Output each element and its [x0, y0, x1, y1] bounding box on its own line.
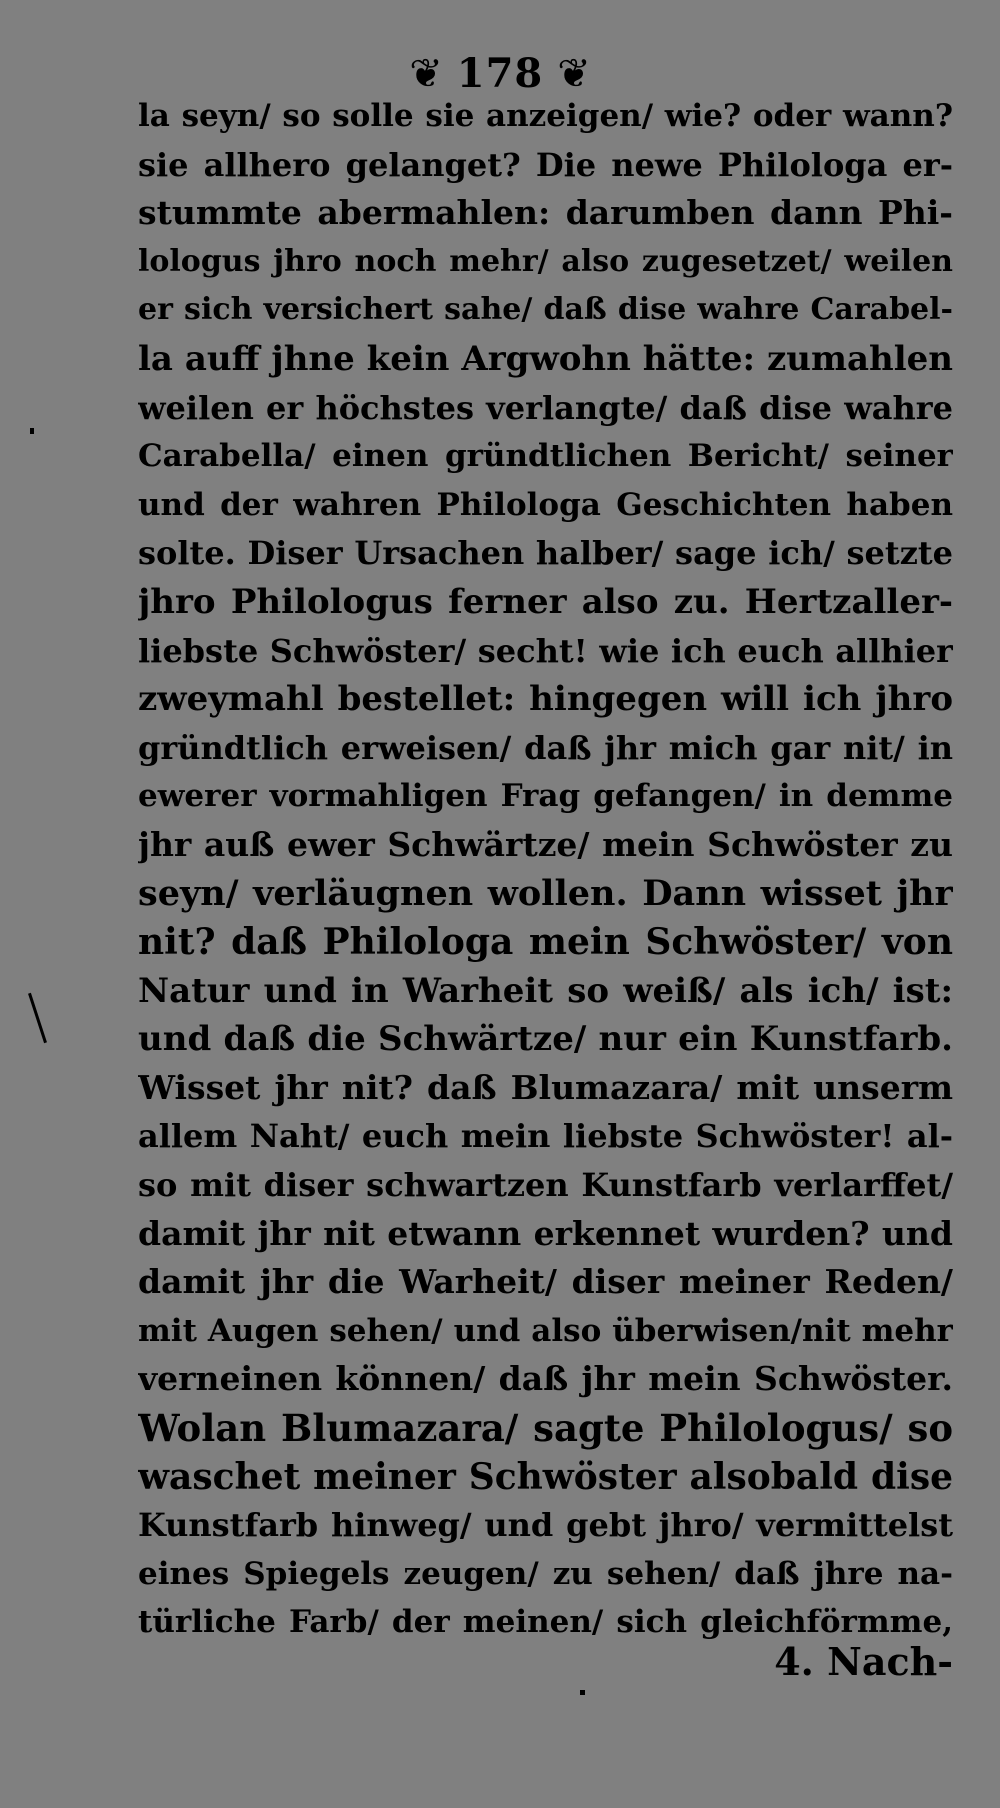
- text-line: verneinen können/ daß jhr mein Schwöster.: [138, 1359, 953, 1399]
- text-line: zweymahl bestellet: hingegen will ich jhro: [138, 679, 953, 720]
- text-line: türliche Farb/ der meinen/ sich gleichförmme,: [138, 1604, 953, 1641]
- catchword-row: [138, 1638, 953, 1686]
- text-line: nit? daß Philologa mein Schwöster/ von: [138, 921, 953, 964]
- text-line: jhr auß ewer Schwärtze/ mein Schwöster zu: [138, 824, 953, 864]
- text-line: und daß die Schwärtze/ nur ein Kunstfarb.: [138, 1019, 953, 1060]
- text-line: gründtlich erweisen/ daß jhr mich gar nit/ in: [138, 728, 953, 767]
- body-text: [138, 92, 953, 1647]
- scan-speck: [30, 428, 34, 434]
- text-line: la auff jhne kein Argwohn hätte: zumahlen: [138, 338, 953, 379]
- scan-speck: [580, 1690, 585, 1695]
- text-line: eines Spiegels zeugen/ zu sehen/ daß jhre na-: [138, 1555, 953, 1592]
- text-line: Wolan Blumazara/ sagte Philologus/ so: [138, 1406, 953, 1451]
- catchword: 4. Nach-: [774, 1639, 953, 1684]
- text-line: stummte abermahlen: darumben dann Phi-: [138, 193, 953, 233]
- text-line: er sich versichert sahe/ daß dise wahre Carabel-: [138, 292, 953, 328]
- text-line: und der wahren Philologa Geschichten haben: [138, 486, 953, 523]
- text-line: Wisset jhr nit? daß Blumazara/ mit unserm: [138, 1067, 953, 1107]
- text-line: seyn/ verläugnen wollen. Dann wisset jhr: [138, 872, 953, 914]
- text-line: lologus jhro noch mehr/ also zugesetzet/ weilen: [138, 243, 953, 279]
- fleuron-icon-left: ❦: [409, 51, 443, 97]
- text-line: so mit diser schwartzen Kunstfarb verlarffet/: [138, 1166, 953, 1205]
- text-line: jhro Philologus ferner also zu. Hertzaller-: [138, 581, 953, 622]
- text-line: sie allhero gelanget? Die newe Philologa er-: [138, 145, 953, 184]
- text-line: mit Augen sehen/ und also überwisen/nit mehr: [138, 1312, 953, 1349]
- text-line: damit jhr die Warheit/ diser meiner Reden/: [138, 1262, 953, 1302]
- text-line: damit jhr nit etwann erkennet wurden? und: [138, 1213, 953, 1253]
- text-line: weilen er höchstes verlangte/ daß dise wahre: [138, 388, 953, 427]
- scan-speck: [28, 993, 47, 1043]
- text-line: solte. Diser Ursachen halber/ sage ich/ setzte: [138, 534, 953, 573]
- fleuron-icon-right: ❦: [557, 51, 591, 97]
- text-line: la seyn/ so solle sie anzeigen/ wie? oder wann?: [138, 98, 953, 134]
- text-line: waschet meiner Schwöster alsobald dise: [138, 1455, 953, 1498]
- text-line: allem Naht/ euch mein liebste Schwöster! al-: [138, 1117, 953, 1156]
- text-line: Kunstfarb hinweg/ und gebt jhro/ vermittelst: [138, 1506, 953, 1545]
- text-line: Natur und in Warheit so weiß/ als ich/ ist:: [138, 970, 953, 1011]
- page-number: 178: [456, 50, 544, 97]
- text-line: liebste Schwöster/ secht! wie ich euch allhier: [138, 631, 953, 670]
- text-line: Carabella/ einen gründtlichen Bericht/ seiner: [138, 438, 953, 475]
- text-line: ewerer vormahligen Frag gefangen/ in demme: [138, 778, 953, 815]
